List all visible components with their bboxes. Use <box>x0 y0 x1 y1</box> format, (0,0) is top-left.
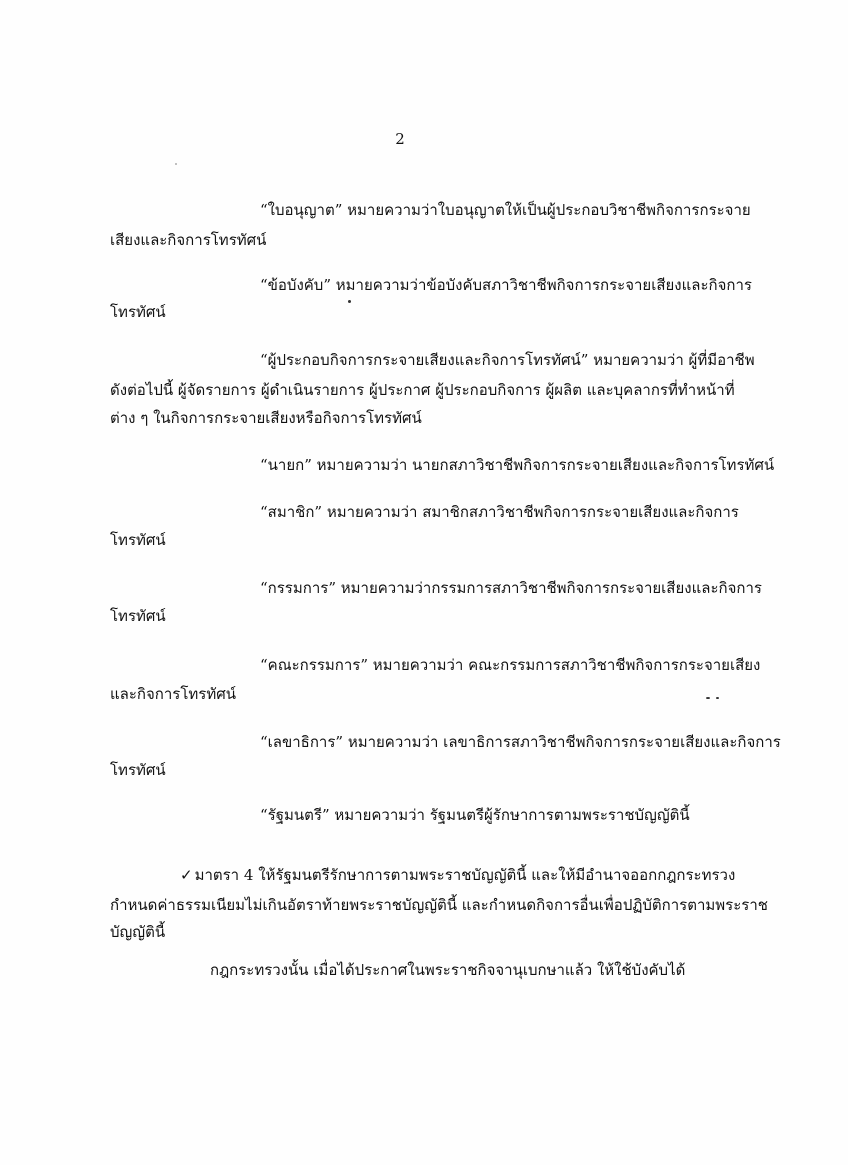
definition-member-line-2: โทรทัศน์ <box>110 531 166 549</box>
section-4-subparagraph: กฎกระทรวงนั้น เมื่อได้ประกาศในพระราชกิจจานุเบกษาแล้ว ให้ใช้บังคับได้ <box>210 961 686 979</box>
definition-operator-line-3: ต่าง ๆ ในกิจการกระจายเสียงหรือกิจการโทรทัศน์ <box>110 409 422 427</box>
section-4-text: มาตรา 4 ให้รัฐมนตรีรักษาการตามพระราชบัญญัตินี้ และให้มีอำนาจออกกฎกระทรวง <box>194 866 736 884</box>
checkmark-icon: ✓ <box>180 866 193 884</box>
definition-president-line-1: “นายก” หมายความว่า นายกสภาวิชาชีพกิจการกระจายเสียงและกิจการโทรทัศน์ <box>260 456 775 474</box>
definition-operator-line-1: “ผู้ประกอบกิจการกระจายเสียงและกิจการโทรทัศน์” หมายความว่า ผู้ที่มีอาชีพ <box>260 351 755 369</box>
scan-speck <box>348 300 351 303</box>
definition-secretary-line-2: โทรทัศน์ <box>110 761 166 779</box>
definition-board-line-1: “คณะกรรมการ” หมายความว่า คณะกรรมการสภาวิชาชีพกิจการกระจายเสียง <box>260 656 761 674</box>
definition-license-line-1: “ใบอนุญาต” หมายความว่าใบอนุญาตให้เป็นผู้ประกอบวิชาชีพกิจการกระจาย <box>260 201 751 219</box>
definition-minister-line-1: “รัฐมนตรี” หมายความว่า รัฐมนตรีผู้รักษาการตามพระราชบัญญัตินี้ <box>260 806 690 824</box>
definition-operator-line-2: ดังต่อไปนี้ ผู้จัดรายการ ผู้ดำเนินรายการ ผู้ประกาศ ผู้ประกอบกิจการ ผู้ผลิต และบุคลากรที่ทำหน้าที่ <box>110 381 735 399</box>
definition-regulation-line-1: “ข้อบังคับ” หมายความว่าข้อบังคับสภาวิชาชีพกิจการกระจายเสียงและกิจการ <box>260 276 752 294</box>
section-4-line-2: กำหนดค่าธรรมเนียมไม่เกินอัตราท้ายพระราชบัญญัตินี้ และกำหนดกิจการอื่นเพื่อปฏิบัติการตามพระราช <box>110 896 768 914</box>
section-4-line-3: บัญญัตินี้ <box>110 923 166 941</box>
definition-committee-member-line-1: “กรรมการ” หมายความว่ากรรมการสภาวิชาชีพกิจการกระจายเสียงและกิจการ <box>260 579 762 597</box>
scan-speck <box>175 163 177 165</box>
scan-speck <box>716 697 719 699</box>
page-number: 2 <box>395 130 405 148</box>
definition-committee-member-line-2: โทรทัศน์ <box>110 607 166 625</box>
definition-member-line-1: “สมาชิก” หมายความว่า สมาชิกสภาวิชาชีพกิจการกระจายเสียงและกิจการ <box>260 503 739 521</box>
definition-regulation-line-2: โทรทัศน์ <box>110 303 166 321</box>
definition-license-line-2: เสียงและกิจการโทรทัศน์ <box>110 231 267 249</box>
definition-secretary-line-1: “เลขาธิการ” หมายความว่า เลขาธิการสภาวิชาชีพกิจการกระจายเสียงและกิจการ <box>260 733 781 751</box>
definition-board-line-2: และกิจการโทรทัศน์ <box>110 685 237 703</box>
scan-speck <box>706 697 710 699</box>
section-4-line-1 <box>180 865 735 885</box>
